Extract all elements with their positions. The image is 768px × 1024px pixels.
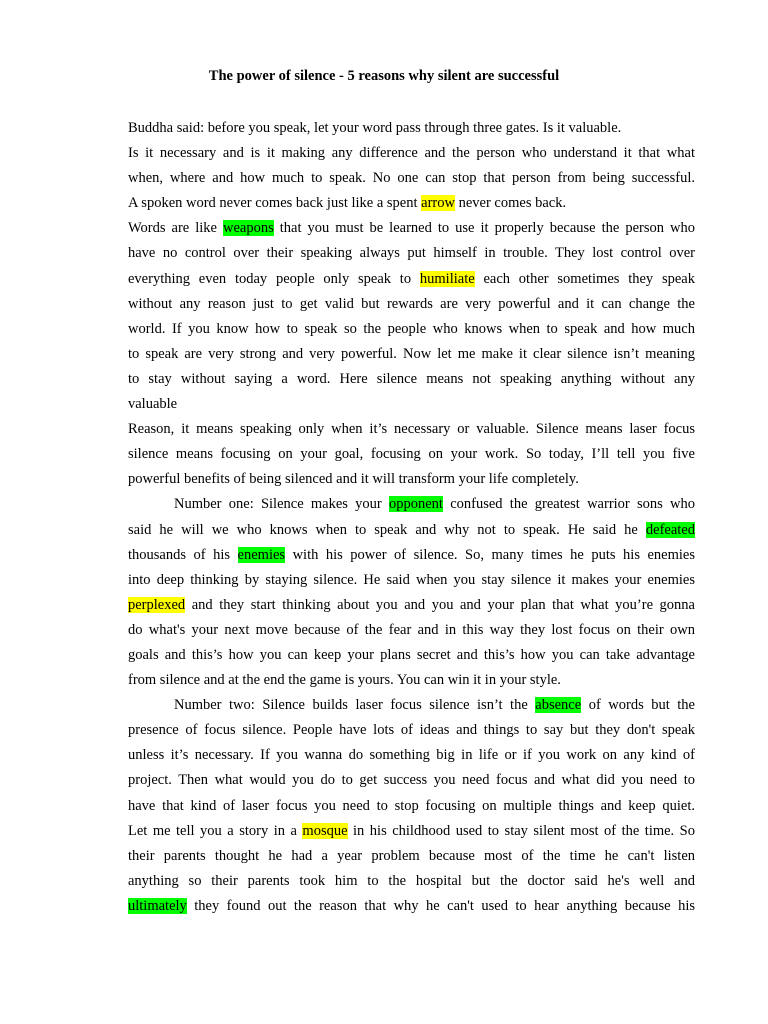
text-line xyxy=(128,568,695,593)
text-line xyxy=(128,166,695,191)
line-text: Words are like xyxy=(128,220,223,237)
line-text: they found out the reason that why he can't used to hear anything because his xyxy=(186,897,695,914)
text-line xyxy=(128,216,695,241)
text-line xyxy=(128,743,695,768)
line-text: do what's your next move because of the fear and in this way they lost focus on their own xyxy=(128,621,695,638)
line-text: anything so their parents took him to the hospital but the doctor said he's well and xyxy=(128,872,695,889)
text-line xyxy=(128,768,695,793)
text-line xyxy=(128,191,695,216)
text-line xyxy=(128,819,695,844)
highlighted-word: defeated xyxy=(645,521,695,538)
text-line xyxy=(128,593,695,618)
highlighted-word: absence xyxy=(535,697,582,714)
line-text: to stay without saying a word. Here silence means not speaking anything without any xyxy=(128,370,695,387)
line-text: of words but the xyxy=(581,697,695,714)
text-line xyxy=(128,267,695,292)
line-text: thousands of his xyxy=(128,546,238,563)
line-text: Number two: Silence builds laser focus silence isn’t the xyxy=(174,697,536,714)
text-line xyxy=(128,668,695,693)
highlighted-word: mosque xyxy=(302,822,348,839)
line-text: everything even today people only speak to xyxy=(128,270,420,287)
text-line xyxy=(128,292,695,317)
line-text: Is it necessary and is it making any difference and the person who understand it that what xyxy=(128,145,695,162)
line-text: that you must be learned to use it properly because the person who xyxy=(273,220,695,237)
line-text: A spoken word never comes back just like a spent xyxy=(128,195,422,212)
line-text: their parents thought he had a year problem because most of the time he can't listen xyxy=(128,847,695,864)
text-line xyxy=(128,417,695,442)
line-text: never comes back. xyxy=(454,195,567,212)
text-line xyxy=(128,518,695,543)
line-text: said he will we who knows when to speak and why not to speak. He said he xyxy=(128,521,646,538)
text-line xyxy=(128,894,695,919)
text-line xyxy=(128,442,695,467)
line-text: powerful benefits of being silenced and it will transform your life completely. xyxy=(128,471,579,488)
line-text: silence means focusing on your goal, focusing on your work. So today, I’ll tell you five xyxy=(128,446,695,463)
text-line xyxy=(128,693,695,718)
document-title: The power of silence - 5 reasons why silent are successful xyxy=(208,68,560,84)
highlighted-word: humiliate xyxy=(419,270,475,287)
line-text: Let me tell you a story in a xyxy=(128,822,303,839)
text-line xyxy=(128,718,695,743)
line-text: valuable xyxy=(128,396,178,413)
text-line xyxy=(128,643,695,668)
text-line xyxy=(128,141,695,166)
line-text: into deep thinking by staying silence. He said when you stay silence it makes your enemies xyxy=(128,571,695,588)
text-line xyxy=(128,794,695,819)
text-line xyxy=(128,618,695,643)
text-line xyxy=(128,317,695,342)
line-text: unless it’s necessary. If you wanna do something big in life or if you work on any kind of xyxy=(128,747,695,764)
line-text: world. If you know how to speak so the people who knows when to speak and how much xyxy=(128,320,695,337)
line-text: without any reason just to get valid but rewards are very powerful and it can change the xyxy=(128,295,695,312)
highlighted-word: arrow xyxy=(421,195,455,212)
highlighted-word: perplexed xyxy=(128,596,186,613)
line-text: confused the greatest warrior sons who xyxy=(442,496,695,513)
text-line xyxy=(128,342,695,367)
line-text: in his childhood used to stay silent most of the time. So xyxy=(347,822,695,839)
line-text: Buddha said: before you speak, let your word pass through three gates. Is it valuable. xyxy=(128,120,622,136)
line-text: to speak are very strong and very powerful. Now let me make it clear silence isn’t meaning xyxy=(128,345,695,362)
line-text: and they start thinking about you and you and your plan that what you’re gonna xyxy=(185,596,695,613)
text-line xyxy=(128,392,695,417)
highlighted-word: ultimately xyxy=(128,897,187,914)
text-line xyxy=(128,367,695,392)
text-line xyxy=(128,241,695,266)
line-text: have that kind of laser focus you need to stop focusing on multiple things and keep quiet. xyxy=(128,797,695,814)
text-line xyxy=(128,116,695,141)
line-text: each other sometimes they speak xyxy=(474,270,695,287)
line-text: presence of focus silence. People have lots of ideas and things to say but they don't speak xyxy=(128,722,695,739)
line-text: when, where and how much to speak. No one can stop that person from being successful. xyxy=(128,170,695,187)
highlighted-word: enemies xyxy=(237,546,286,563)
line-text: with his power of silence. So, many times he puts his enemies xyxy=(285,546,695,563)
line-text: from silence and at the end the game is yours. You can win it in your style. xyxy=(128,672,561,689)
text-line xyxy=(128,844,695,869)
line-text: Number one: Silence makes your xyxy=(174,496,389,513)
text-line xyxy=(128,467,695,492)
text-line xyxy=(128,869,695,894)
document-body xyxy=(128,116,695,919)
highlighted-word: opponent xyxy=(389,496,443,513)
line-text: project. Then what would you do to get success you need focus and what did you need to xyxy=(128,772,695,789)
line-text: have no control over their speaking always put himself in trouble. They lost control over xyxy=(128,245,695,262)
line-text: Reason, it means speaking only when it’s necessary or valuable. Silence means laser focus xyxy=(128,421,695,438)
text-line xyxy=(128,543,695,568)
highlighted-word: weapons xyxy=(222,220,274,237)
text-line xyxy=(128,492,695,517)
line-text: goals and this’s how you can keep your plans secret and this’s how you can take advantage xyxy=(128,646,695,663)
